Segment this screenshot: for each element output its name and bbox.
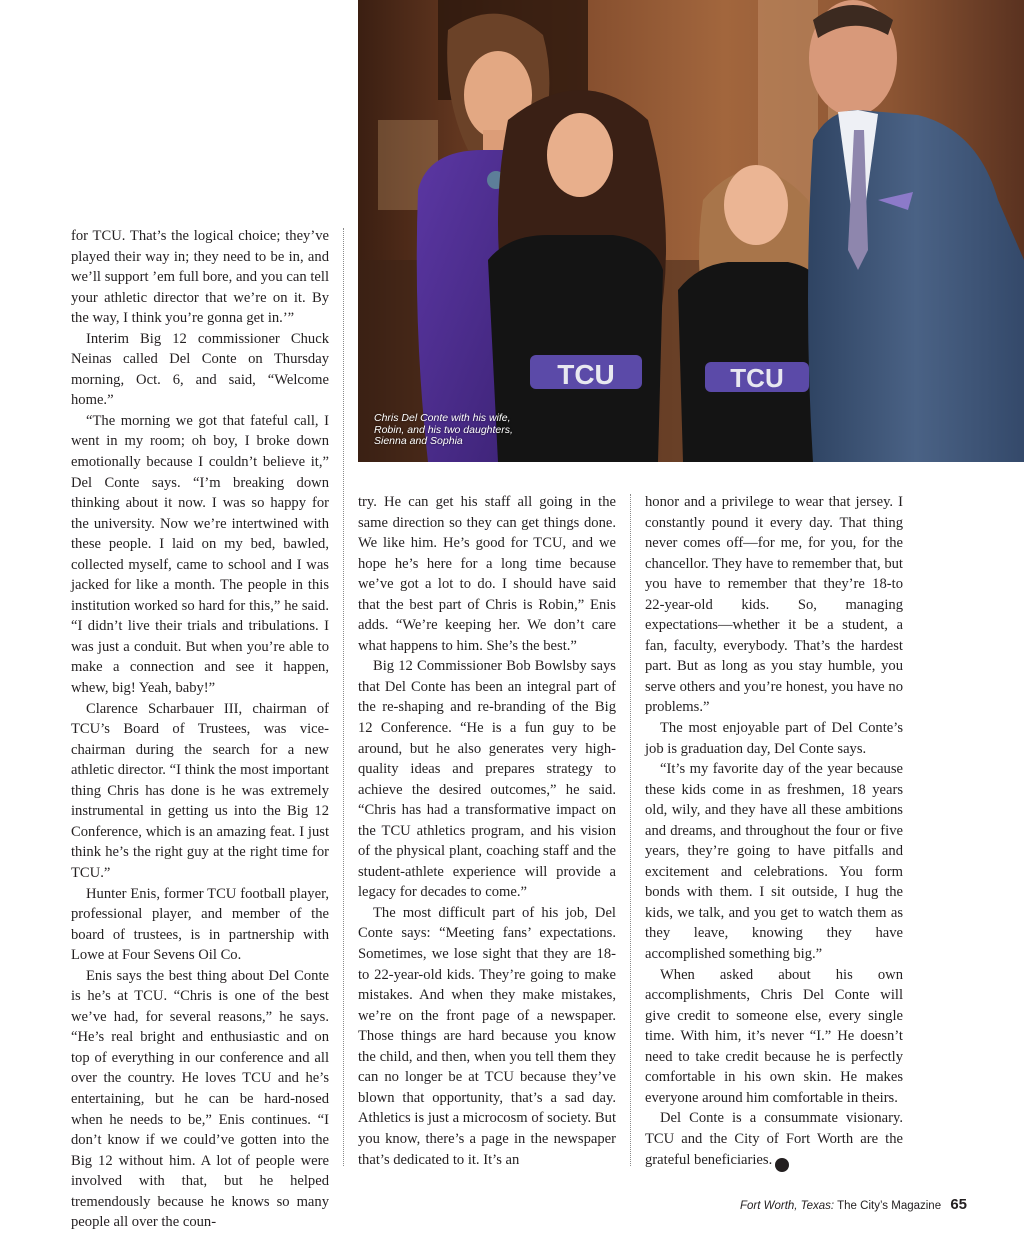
paragraph: try. He can get his staff all going in the same direction so they can get things done. We like him. He’s good for TCU, and we hope he’s here for a long time because we’ve got a lot to do. I should have said that the best part of Chris is Robin,” Enis adds. “We’re keeping her. We don’t care what happens to him. She’s the best.” (358, 494, 616, 654)
paragraph: “It’s my favorite day of the year because these kids come in as freshmen, 18 years old, wily, and they have all these ambitions and dreams, and throughout the four or five years, they’re going to have pitfalls and excitement and celebrations. You form bonds with them. I sit outside, I hug the kids, we talk, and you get to watch them as they leave, knowing they have accomplished something big.” (645, 761, 903, 963)
paragraph: Clarence Scharbauer III, chairman of TCU’s Board of Trustees, was vice-chairman during the search for a new athletic director. “I think the most important thing Chris has done is he was extremely instrumental in getting us into the Big 12 Conference, which is an amazing feat. I just think he’s the right guy at the right time for TCU.” (71, 700, 329, 881)
belt-text-right: TCU (730, 363, 784, 393)
magazine-name: Fort Worth, Texas: (739, 1200, 835, 1212)
page-footer (740, 1196, 967, 1213)
paragraph: for TCU. That’s the logical choice; they’ve played their way in; they need to be in, and we’ll support ’em full bore, and you can tell your athletic director that we’re on it. By the way, I think you’re gonna get in.’” (71, 228, 329, 327)
family-photo (358, 0, 1024, 462)
paragraph: The most enjoyable part of Del Conte’s job is graduation day, Del Conte says. (645, 720, 903, 757)
column-divider (343, 228, 344, 1166)
end-mark-icon: FW (775, 1158, 789, 1172)
paragraph: When asked about his own accomplishments, Chris Del Conte will give credit to someone else, every single time. With him, it’s never “I.” He doesn’t need to take credit because he is perfectly comfortable in his own skin. He makes everyone around him comfortable in theirs. (645, 966, 903, 1106)
paragraph: honor and a privilege to wear that jersey. I constantly pound it every day. That thing never comes off—for me, for you, for the chancellor. They have to remember that, but you have to remember that they’re 18-to 22-year-old kids. So, managing expectations—whether it be a student, a fan, faculty, everybody. That’s the hardest part. But as long as you stay humble, you serve others and you’re honest, you have no problems.” (645, 494, 903, 716)
article-column-3 (645, 492, 903, 1172)
article-column-2 (358, 492, 616, 1170)
page-number: 65 (950, 1196, 967, 1213)
magazine-tagline: The City’s Magazine (837, 1200, 942, 1212)
belt-text-left: TCU (557, 359, 615, 390)
paragraph: “The morning we got that fateful call, I went in my room; oh boy, I broke down emotionally because I couldn’t believe it,” Del Conte says. “I’m breaking down thinking about it now. I was so happy for the university. Now we’re intertwined with these people. I laid on my bed, bawled, collected myself, came to school and I was jacked for like a month. The people in this institution worked so hard for this,” he said. “I didn’t live their trials and tribulations. I was just a conduit. But when you’re able to make a connection and see it happen, whew, big! Yeah, baby!” (71, 412, 329, 697)
paragraph-text: Del Conte is a consummate visionary. TCU and the City of Fort Worth are the grateful beneficiaries. (645, 1110, 903, 1168)
paragraph: Enis says the best thing about Del Conte is he’s at TCU. “Chris is one of the best we’ve had, for several reasons,” he says. “He’s real bright and enthusiastic and on top of everything in our conference and all over the country. He loves TCU and he’s entertaining, but he can be hard-nosed when he needs to be,” Enis continues. “I don’t know if we could’ve gotten into the Big 12 without him. A lot of people were involved with that, but he helped tremendously because he knows so many people all over the coun- (71, 967, 329, 1231)
paragraph: The most difficult part of his job, Del Conte says: “Meeting fans’ expectations. Sometimes, we lose sight that they are 18-to 22-year-old kids. They’re going to make mistakes. And when they make mistakes, we’re on the front page of a newspaper. Those things are hard because you know the child, and then, when you tell them they can no longer be at TCU because they’ve blown that opportunity, that’s a sad day. Athletics is just a microcosm of society. But you know, there’s a page in the newspaper that’s dedicated to it. It’s an (358, 904, 616, 1168)
paragraph: Hunter Enis, former TCU football player, professional player, and member of the board of trustees, is in partnership with Lowe at Four Sevens Oil Co. (71, 885, 329, 964)
paragraph (645, 1108, 903, 1171)
column-divider (630, 494, 631, 1166)
paragraph: Big 12 Commissioner Bob Bowlsby says that Del Conte has been an integral part of the re-shaping and re-branding of the Big 12 Conference. “He is a fun guy to be around, but he also generates very high-quality ideas and prepares strategy to achieve the desired outcomes,” he said. “Chris has had a transformative impact on the TCU athletics program, and his vision of the physical plant, coaching staff and the student-athlete experience will provide a legacy for decades to come.” (358, 658, 616, 901)
paragraph: Interim Big 12 commissioner Chuck Neinas called Del Conte on Thursday morning, Oct. 6, and said, “Welcome home.” (71, 330, 329, 409)
article-column-1 (71, 226, 329, 1233)
photo-caption: Chris Del Conte with his wife, Robin, and his two daughters, Sienna and Sophia (374, 412, 513, 447)
